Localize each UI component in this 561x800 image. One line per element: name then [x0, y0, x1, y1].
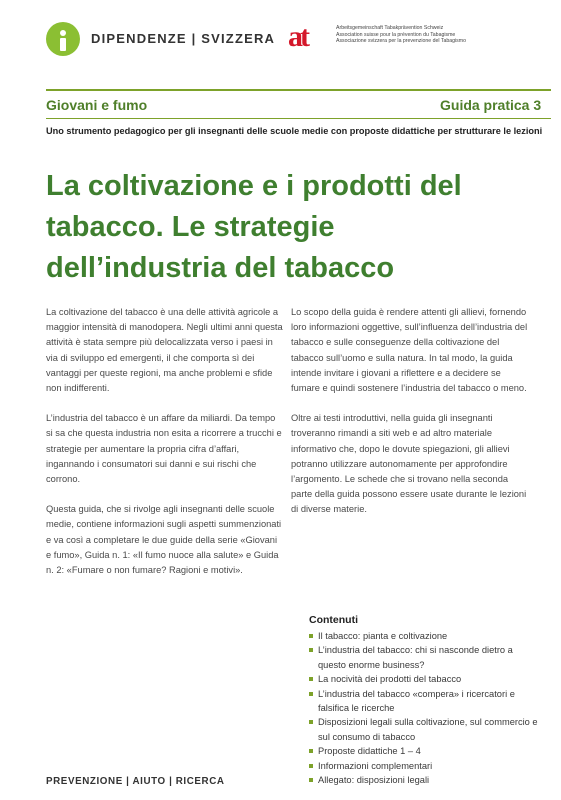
paragraph: Lo scopo della guida è rendere attenti gli allievi, fornendo loro informazioni oggettive, sull’influenza dell’industria del tabacco e sulle conseguenze della coltivazione del tabacco sull’uomo e sulla natura. In tal modo, la guida intende invitare i giovani a riflettere e a decidere se fumare e quindi sostenere l’industria del tabacco o meno. [291, 307, 528, 394]
paragraph: L’industria del tabacco è un affare da miliardi. Da tempo si sa che questa industria non esita a ricorrere a trucchi e strategie per aumentare la propria cifra d’affari, ingannando i consumatori sui danni e sui rischi che corrono. [46, 413, 282, 485]
logo-brand-text: DIPENDENZE | SVIZZERA [91, 31, 276, 46]
paragraph: Oltre ai testi introduttivi, nella guida gli insegnanti troveranno rimandi a siti web e ad altro materiale informativo che, dopo le dovute spiegazioni, gli allievi potranno utilizzare autonomamente per approfondire l’argomento. Le schede che si trovano nella seconda parte della guida possono essere usate durante le lezioni di diverse materie. [291, 413, 527, 515]
contents-item [309, 773, 539, 787]
page-title [46, 166, 546, 289]
top-divider [46, 89, 551, 91]
bullet-square-icon [309, 749, 313, 753]
bullet-square-icon [309, 778, 313, 782]
contents-item-label: Disposizioni legali sulla coltivazione, sul commercio e sul consumo di tabacco [318, 717, 538, 742]
paragraph: La coltivazione del tabacco è una delle attività agricole a maggior intensità di manodopera. Negli ultimi anni questa attività è stata sempre più delocalizzata verso i paesi in via di sviluppo ed emergenti, il che comporta sì dei vantaggi per queste regioni, ma anche problemi e sfide non indifferenti. [46, 307, 283, 394]
title-line: dell’industria del tabacco [46, 252, 395, 284]
title-line: La coltivazione e i prodotti del [46, 170, 462, 202]
at-logo-line: Arbeitsgemeinschaft Tabakprävention Schweiz [336, 25, 444, 31]
contents-item-label: Proposte didattiche 1 – 4 [318, 746, 421, 757]
series-label: Giovani e fumo [46, 97, 148, 113]
contents-item-label: La nocività dei prodotti del tabacco [318, 674, 462, 685]
title-line: tabacco. Le strategie [46, 211, 335, 243]
contents-item [309, 715, 539, 744]
document-subtitle: Uno strumento pedagogico per gli insegnanti delle scuole medie con proposte didattiche per strutturare le lezioni [46, 126, 543, 136]
contents-list [309, 629, 539, 787]
contents-item [309, 744, 539, 758]
contents-item [309, 687, 539, 716]
bullet-square-icon [309, 692, 313, 696]
contents-box [309, 614, 539, 787]
at-association-logo [288, 22, 548, 58]
contents-item [309, 629, 539, 643]
guide-number: Guida pratica 3 [440, 97, 542, 113]
left-text-column [46, 305, 284, 593]
at-logo-lines [336, 25, 466, 45]
at-logo-line: Association suisse pour la prévention du Tabagisme [336, 31, 456, 38]
contents-item [309, 672, 539, 686]
contents-item-label: L’industria del tabacco «compera» i ricercatori e falsifica le ricerche [318, 688, 515, 714]
contents-item-label: Il tabacco: pianta e coltivazione [318, 631, 448, 641]
contents-item-label: L’industria del tabacco: chi si nasconde dietro a questo enorme business? [318, 645, 513, 670]
info-person-icon [46, 22, 80, 56]
contents-item [309, 759, 539, 773]
contents-heading: Contenuti [309, 614, 358, 626]
dipendenze-svizzera-logo [46, 20, 276, 60]
bullet-square-icon [309, 677, 313, 681]
bullet-square-icon [309, 720, 313, 724]
contents-item-label: Informazioni complementari [318, 760, 433, 771]
topic-divider [46, 118, 551, 119]
right-text-column [291, 305, 529, 533]
contents-item-label: Allegato: disposizioni legali [318, 775, 430, 786]
at-logo-mark: at [288, 20, 307, 53]
footer-tagline: PREVENZIONE | AIUTO | RICERCA [46, 776, 225, 787]
bullet-square-icon [309, 764, 313, 768]
at-logo-line: Associazione svizzera per la prevenzione del Tabagismo [336, 38, 466, 45]
paragraph: Questa guida, che si rivolge agli insegnanti delle scuole medie, contiene informazioni sugli aspetti summenzionati e va così a completare le due guide della serie «Giovani e fumo», Guida n. 1: «Il fumo nuoce alla salute» e Guida n. 2: «Fumare o non fumare? Ragioni e motivi». [46, 504, 282, 576]
bullet-square-icon [309, 634, 313, 638]
bullet-square-icon [309, 648, 313, 652]
contents-item [309, 643, 539, 672]
